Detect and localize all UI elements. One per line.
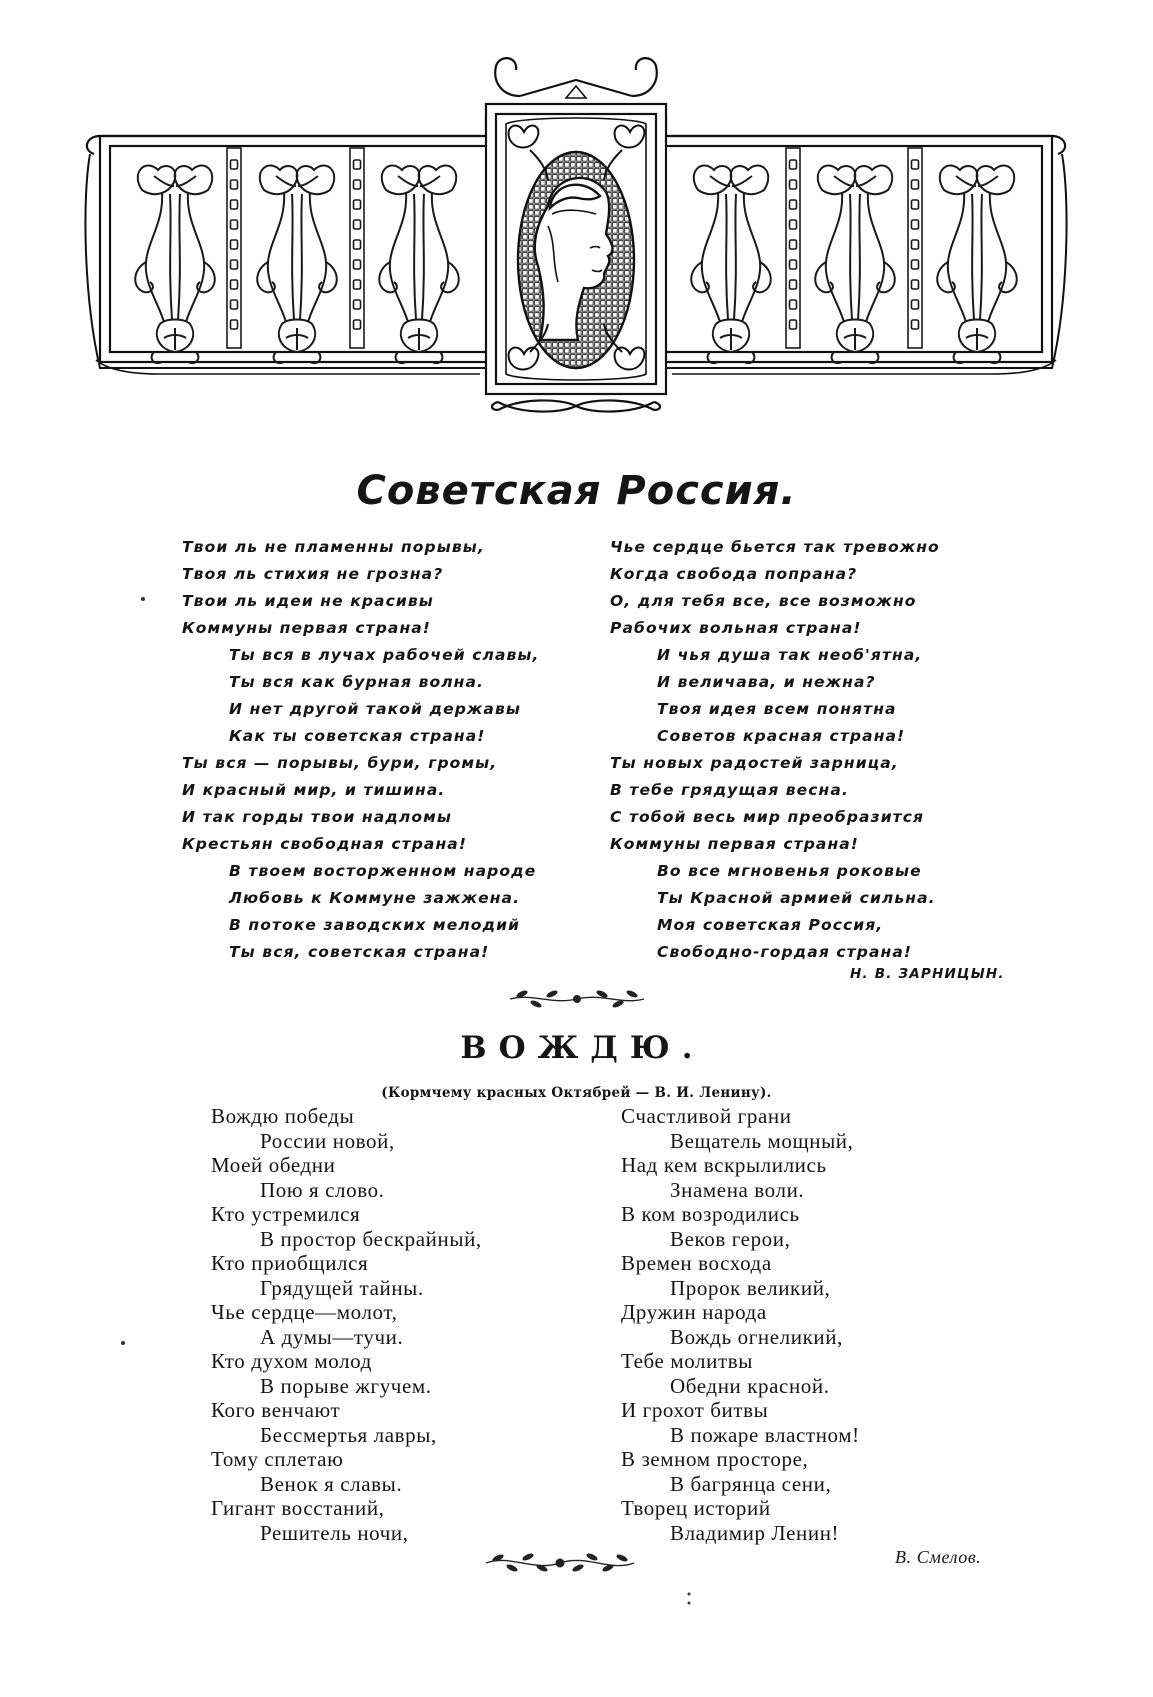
verse-line: Твои ль не пламенны порывы, <box>182 538 485 556</box>
verse-line: России новой, <box>260 1128 395 1153</box>
verse-line: В потоке заводских мелодий <box>229 916 521 934</box>
verse-line: Кто духом молод <box>211 1349 372 1373</box>
verse-line: Ты вся в лучах рабочей славы, <box>229 646 540 664</box>
verse-line: Когда свобода попрана? <box>610 565 858 583</box>
print-speck <box>140 596 146 602</box>
verse-line: Счастливой грани <box>621 1104 792 1128</box>
verse-line: Владимир Ленин! <box>670 1520 840 1545</box>
verse-line: Свободно-гордая страна! <box>657 943 913 961</box>
verse-line: Тебе молитвы <box>621 1349 753 1373</box>
verse-line: Советов красная страна! <box>657 727 906 745</box>
verse-line: Любовь к Коммуне зажжена. <box>229 889 521 907</box>
verse-line: Твоя ль стихия не грозна? <box>182 565 444 583</box>
verse-line: Веков герои, <box>670 1226 791 1251</box>
vine-tailpiece-ornament <box>480 1548 640 1578</box>
verse-line: Вождю победы <box>211 1104 355 1128</box>
verse-line: Бессмертья лавры, <box>260 1422 437 1447</box>
verse-line: В земном просторе, <box>621 1447 809 1471</box>
verse-line: Моей обедни <box>211 1153 336 1177</box>
verse-line: Ты вся как бурная волна. <box>229 673 485 691</box>
verse-line: А думы—тучи. <box>260 1324 404 1349</box>
verse-line: И так горды твои надломы <box>182 808 452 826</box>
verse-line: И грохот битвы <box>621 1398 769 1422</box>
verse-line: Моя советская Россия, <box>657 916 884 934</box>
verse-line: Дружин народа <box>621 1300 767 1324</box>
poem-title-vozhdyu: ВОЖДЮ. <box>460 1030 705 1066</box>
verse-line: Твои ль идеи не красивы <box>182 592 434 610</box>
verse-line: Коммуны первая страна! <box>610 835 859 853</box>
verse-line: Времен восхода <box>621 1251 772 1275</box>
verse-line: В порыве жгучем. <box>260 1373 432 1398</box>
vine-divider-ornament <box>502 985 652 1013</box>
verse-line: Гигант восстаний, <box>211 1496 385 1520</box>
verse-line: В пожаре властном! <box>670 1422 860 1447</box>
verse-line: И нет другой такой державы <box>229 700 521 718</box>
verse-line: Как ты советская страна! <box>229 727 486 745</box>
verse-line: С тобой весь мир преобразится <box>610 808 925 826</box>
verse-line: И чья душа так необ'ятна, <box>657 646 923 664</box>
verse-line: Пою я слово. <box>260 1177 385 1202</box>
verse-line: Творец историй <box>621 1496 771 1520</box>
poem2-author-signature: В. Смелов. <box>895 1547 982 1567</box>
verse-line: Грядущей тайны. <box>260 1275 424 1300</box>
verse-line: Тому сплетаю <box>211 1447 344 1471</box>
verse-line: Кого венчают <box>211 1398 341 1422</box>
poem1-left-column <box>182 534 540 966</box>
verse-line: Ты вся — порывы, бури, громы, <box>182 754 498 772</box>
verse-line: Ты новых радостей зарница, <box>610 754 899 772</box>
verse-line: Кто устремился <box>211 1202 361 1226</box>
verse-line: Вождь огнеликий, <box>670 1324 843 1349</box>
poem1-author-signature: Н. В. ЗАРНИЦЫН. <box>850 966 1005 982</box>
verse-line: В тебе грядущая весна. <box>610 781 849 799</box>
verse-line: Знамена воли. <box>670 1177 805 1202</box>
poem2-left-column <box>211 1104 482 1545</box>
verse-line: В простор бескрайный, <box>260 1226 482 1251</box>
verse-line: Чье сердце бьется так тревожно <box>610 538 940 556</box>
verse-line: О, для тебя все, все возможно <box>610 592 917 610</box>
poem1-right-column <box>610 534 940 966</box>
verse-line: Ты вся, советская страна! <box>229 943 490 961</box>
art-nouveau-header-ornament <box>0 0 1153 440</box>
verse-line: Решитель ночи, <box>260 1520 409 1545</box>
verse-line: Над кем вскрылились <box>621 1153 827 1177</box>
print-speck <box>686 1591 692 1607</box>
verse-line: Вещатель мощный, <box>670 1128 854 1153</box>
verse-line: И величава, и нежна? <box>657 673 876 691</box>
verse-line: Кто приобщился <box>211 1251 369 1275</box>
verse-line: Обедни красной. <box>670 1373 830 1398</box>
verse-line: Венок я славы. <box>260 1471 403 1496</box>
poem2-right-column <box>621 1104 860 1545</box>
verse-line: Твоя идея всем понятна <box>657 700 897 718</box>
print-speck <box>120 1340 126 1346</box>
verse-line: Пророк великий, <box>670 1275 831 1300</box>
poem-title-sovetskaya-rossiya: Советская Россия. <box>356 468 797 514</box>
verse-line: Во все мгновенья роковые <box>657 862 922 880</box>
verse-line: В ком возродились <box>621 1202 800 1226</box>
verse-line: Коммуны первая страна! <box>182 619 431 637</box>
verse-line: Рабочих вольная страна! <box>610 619 862 637</box>
verse-line: В твоем восторженном народе <box>229 862 537 880</box>
verse-line: Чье сердце—молот, <box>211 1300 398 1324</box>
verse-line: Ты Красной армией сильна. <box>657 889 936 907</box>
verse-line: В багрянца сени, <box>670 1471 832 1496</box>
verse-line: И красный мир, и тишина. <box>182 781 446 799</box>
poem2-dedication-subtitle: (Кормчему красных Октябрей — В. И. Ленину). <box>381 1085 772 1101</box>
verse-line: Крестьян свободная страна! <box>182 835 468 853</box>
